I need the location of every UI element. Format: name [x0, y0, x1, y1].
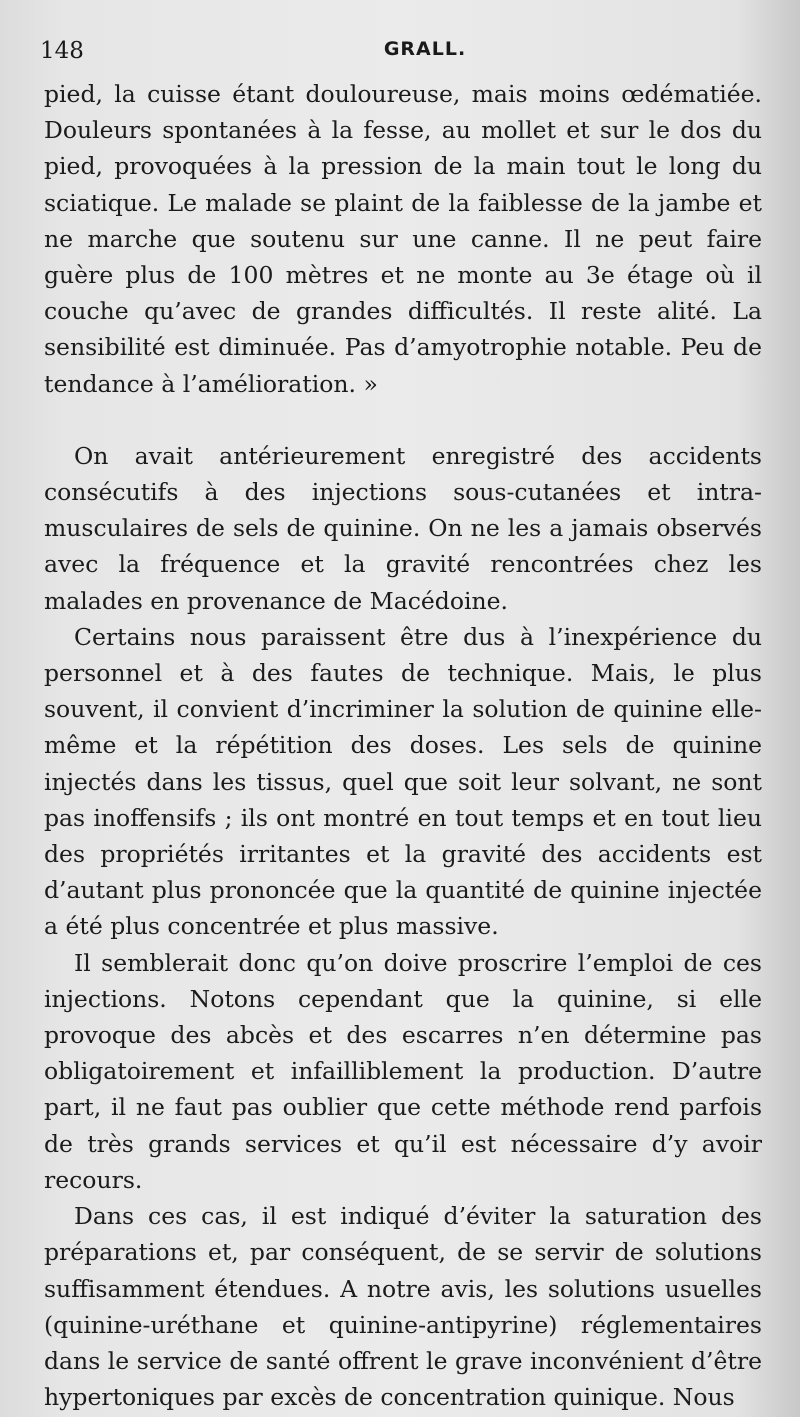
- paragraph: Certains nous paraissent être dus à l’inexpérience du personnel et à des fautes de technique. Mais, le plus souvent, il convient d’incriminer la solution de quinine elle-même et la répétition des doses. Les sels de quinine injectés dans les tissus, quel que soit leur solvant, ne sont pas inoffensifs ; ils ont montré en tout temps et en tout lieu des propriétés irritantes et la gravité des accidents est d’autant plus prononcée que la quantité de quinine injectée a été plus concentrée et plus massive.: [44, 622, 762, 941]
- body-text: [44, 76, 762, 1415]
- page-header: [40, 38, 760, 68]
- paragraph: Il semblerait donc qu’on doive proscrire l’emploi de ces injections. Notons cependant que la quinine, si elle provoque des abcès et des escarres n’en détermine pas obligatoirement et infailliblement la production. D’autre part, il ne faut pas oublier que cette méthode rend parfois de très grands services et qu’il est nécessaire d’y avoir recours.: [44, 948, 762, 1194]
- page-number: 148: [40, 38, 84, 64]
- running-head: GRALL.: [383, 38, 467, 60]
- paragraph: On avait antérieurement enregistré des accidents consécutifs à des injections sous-cutanées et intra-musculaires de sels de quinine. On ne les a jamais observés avec la fréquence et la gravité rencontrées chez les malades en provenance de Macédoine.: [44, 441, 762, 615]
- paragraph: Dans ces cas, il est indiqué d’éviter la saturation des préparations et, par conséquent, de se servir de solutions suffisamment étendues. A notre avis, les solutions usuelles (quinine-uréthane et quinine-antipyrine) réglementaires dans le service de santé offrent le grave inconvénient d’être hypertoniques par excès de concentration quinique. Nous: [44, 1202, 762, 1412]
- paragraph-continuation: pied, la cuisse étant douloureuse, mais moins œdématiée. Douleurs spontanées à la fesse, au mollet et sur le dos du pied, provoquées à la pression de la main tout le long du sciatique. Le malade se plaint de la faiblesse de la jambe et ne marche que soutenu sur une canne. Il ne peut faire guère plus de 100 mètres et ne monte au 3e étage où il couche qu’avec de grandes difficultés. Il reste alité. La sensibilité est diminuée. Pas d’amyotrophie notable. Peu de tendance à l’amélioration. »: [44, 80, 762, 398]
